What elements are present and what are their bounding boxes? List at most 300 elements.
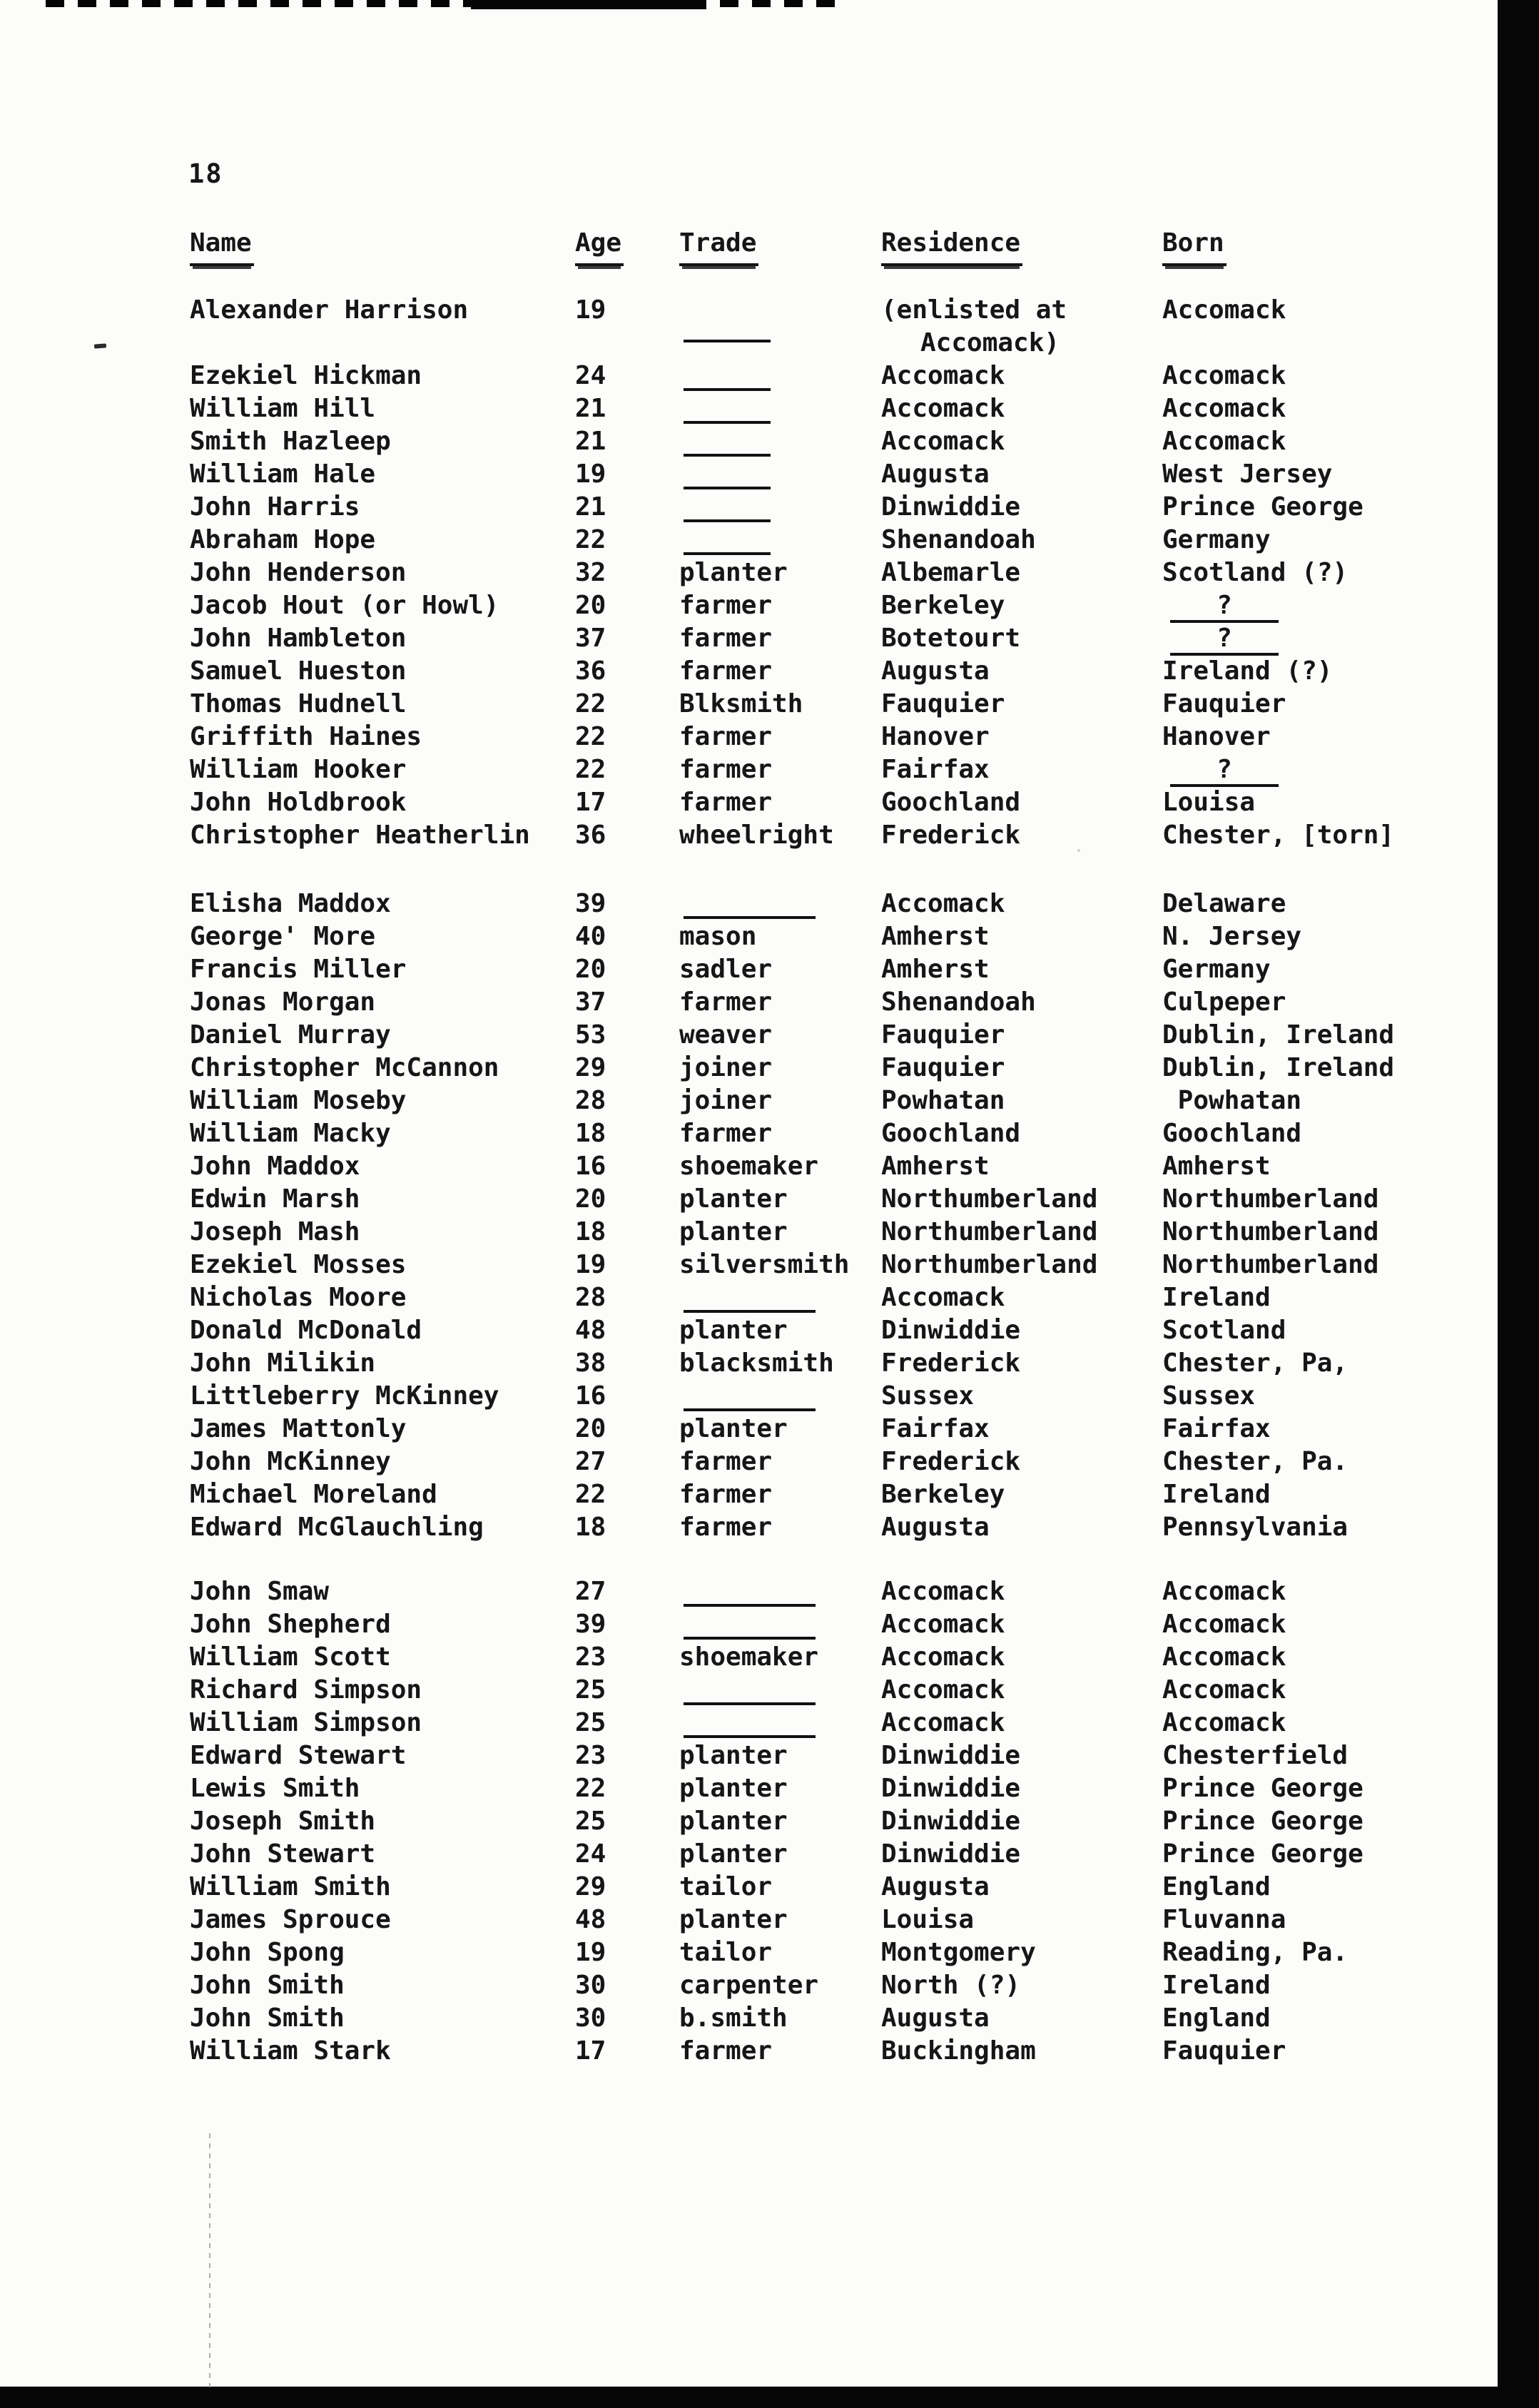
table-row bbox=[190, 753, 1388, 786]
table-row bbox=[190, 1347, 1388, 1380]
row-age: 16 bbox=[575, 1152, 606, 1181]
row-born: Louisa bbox=[1162, 788, 1256, 817]
row-name: John Smith bbox=[190, 1971, 345, 2000]
table-row bbox=[190, 1936, 1388, 1969]
row-trade: planter bbox=[679, 1217, 788, 1246]
scan-artifact-margin-dash bbox=[94, 343, 106, 348]
row-residence: Powhatan bbox=[881, 1086, 1005, 1115]
row-trade: joiner bbox=[679, 1053, 773, 1082]
row-age: 48 bbox=[575, 1905, 606, 1934]
row-age: 28 bbox=[575, 1086, 606, 1115]
row-name: Jonas Morgan bbox=[190, 987, 376, 1017]
row-trade-blank-line bbox=[684, 1604, 816, 1607]
row-born: Accomack bbox=[1162, 394, 1286, 423]
row-residence: Louisa bbox=[881, 1905, 975, 1934]
table-row bbox=[190, 1641, 1388, 1674]
table-row bbox=[190, 721, 1388, 753]
row-age: 16 bbox=[575, 1381, 606, 1411]
table-body bbox=[190, 294, 1395, 2068]
column-header-age: Age bbox=[575, 227, 624, 266]
row-age: 30 bbox=[575, 1971, 606, 2000]
row-born-unknown: ? bbox=[1170, 589, 1279, 623]
row-name: Jacob Hout (or Howl) bbox=[190, 591, 499, 620]
table-row bbox=[190, 1575, 1388, 1608]
row-age: 38 bbox=[575, 1348, 606, 1378]
row-name: William Smith bbox=[190, 1872, 391, 1901]
row-age: 37 bbox=[575, 987, 606, 1017]
row-residence: Dinwiddie bbox=[881, 1741, 1021, 1770]
row-age: 19 bbox=[575, 1938, 606, 1967]
row-residence: Augusta bbox=[881, 656, 990, 686]
row-born-unknown: ? bbox=[1170, 622, 1279, 656]
table-row bbox=[190, 622, 1388, 655]
scan-artifact-top-bar bbox=[471, 0, 706, 9]
row-trade: farmer bbox=[679, 1480, 773, 1509]
row-born: Fauquier bbox=[1162, 689, 1286, 718]
row-residence: Augusta bbox=[881, 2003, 990, 2033]
row-born: Dublin, Ireland bbox=[1162, 1020, 1395, 1050]
table-row bbox=[190, 458, 1388, 491]
row-trade: planter bbox=[679, 1905, 788, 1934]
row-residence: Accomack bbox=[881, 1642, 1005, 1672]
row-name: Nicholas Moore bbox=[190, 1283, 407, 1312]
table-header-row bbox=[190, 227, 1388, 260]
row-trade: planter bbox=[679, 1414, 788, 1443]
row-trade: farmer bbox=[679, 987, 773, 1017]
row-trade: farmer bbox=[679, 755, 773, 784]
row-residence: Northumberland bbox=[881, 1250, 1098, 1279]
row-trade: farmer bbox=[679, 1513, 773, 1542]
row-residence: Augusta bbox=[881, 459, 990, 489]
row-trade: tailor bbox=[679, 1938, 773, 1967]
row-name: William Macky bbox=[190, 1119, 391, 1148]
row-name: Edward Stewart bbox=[190, 1741, 407, 1770]
row-trade: weaver bbox=[679, 1020, 773, 1050]
table-row bbox=[190, 1084, 1388, 1117]
column-header-trade: Trade bbox=[679, 227, 758, 266]
row-born: Ireland bbox=[1162, 1283, 1271, 1312]
row-trade: farmer bbox=[679, 624, 773, 653]
row-trade-blank-line bbox=[684, 1735, 816, 1738]
row-residence: Northumberland bbox=[881, 1217, 1098, 1246]
row-trade: farmer bbox=[679, 591, 773, 620]
row-born: England bbox=[1162, 2003, 1271, 2033]
row-age: 22 bbox=[575, 722, 606, 751]
table-row bbox=[190, 819, 1395, 852]
row-trade: tailor bbox=[679, 1872, 773, 1901]
table-row bbox=[190, 1380, 1388, 1413]
row-residence: Dinwiddie bbox=[881, 492, 1021, 522]
row-residence: Fauquier bbox=[881, 689, 1005, 718]
row-residence: Dinwiddie bbox=[881, 1807, 1021, 1836]
row-group-2 bbox=[190, 888, 1395, 1544]
row-age: 28 bbox=[575, 1283, 606, 1312]
row-residence: Fairfax bbox=[881, 755, 990, 784]
row-born: N. Jersey bbox=[1162, 922, 1302, 951]
row-group-1 bbox=[190, 294, 1395, 852]
row-age: 21 bbox=[575, 394, 606, 423]
row-trade: Blksmith bbox=[679, 689, 803, 718]
row-name: John Spong bbox=[190, 1938, 345, 1967]
row-born: Chester, Pa, bbox=[1162, 1348, 1348, 1378]
row-residence: Frederick bbox=[881, 1447, 1021, 1476]
row-residence: Amherst bbox=[881, 955, 990, 984]
row-name: John Holdbrook bbox=[190, 788, 407, 817]
row-trade: planter bbox=[679, 1839, 788, 1869]
row-born: Powhatan bbox=[1162, 1086, 1302, 1115]
scan-artifact-vertical-line bbox=[209, 2133, 210, 2387]
row-born: West Jersey bbox=[1162, 459, 1333, 489]
row-trade: planter bbox=[679, 1184, 788, 1214]
row-born: Fairfax bbox=[1162, 1414, 1271, 1443]
row-age: 29 bbox=[575, 1053, 606, 1082]
row-trade-blank-line bbox=[684, 1408, 816, 1411]
table-row bbox=[190, 1150, 1388, 1183]
row-trade: planter bbox=[679, 558, 788, 587]
table-row bbox=[190, 1805, 1388, 1838]
row-name: Samuel Hueston bbox=[190, 656, 407, 686]
row-trade-blank-line bbox=[684, 1310, 816, 1313]
row-born: Accomack bbox=[1162, 1675, 1286, 1705]
row-born: Reading, Pa. bbox=[1162, 1938, 1348, 1967]
row-age: 27 bbox=[575, 1447, 606, 1476]
row-age: 30 bbox=[575, 2003, 606, 2033]
row-born: Delaware bbox=[1162, 889, 1286, 918]
row-name: Griffith Haines bbox=[190, 722, 422, 751]
row-age: 21 bbox=[575, 492, 606, 522]
table-row bbox=[190, 953, 1388, 986]
row-trade: planter bbox=[679, 1774, 788, 1803]
row-residence: Shenandoah bbox=[881, 987, 1036, 1017]
row-name: John Maddox bbox=[190, 1152, 360, 1181]
row-born: Chester, [torn] bbox=[1162, 821, 1395, 850]
row-residence: Accomack bbox=[881, 1708, 1005, 1737]
row-name: Elisha Maddox bbox=[190, 889, 391, 918]
row-age: 32 bbox=[575, 558, 606, 587]
row-name: John Harris bbox=[190, 492, 360, 522]
row-age: 20 bbox=[575, 591, 606, 620]
table-row bbox=[190, 1117, 1388, 1150]
table-row bbox=[190, 1216, 1388, 1249]
row-name: Edward McGlauchling bbox=[190, 1513, 484, 1542]
row-residence: Buckingham bbox=[881, 2036, 1036, 2066]
row-name: Ezekiel Hickman bbox=[190, 361, 422, 390]
row-age: 19 bbox=[575, 295, 606, 325]
row-age: 48 bbox=[575, 1316, 606, 1345]
row-trade: b.smith bbox=[679, 2003, 788, 2033]
table-row bbox=[190, 1838, 1388, 1871]
row-name: William Scott bbox=[190, 1642, 391, 1672]
row-name: Michael Moreland bbox=[190, 1480, 437, 1509]
row-residence: Fauquier bbox=[881, 1020, 1005, 1050]
row-born: England bbox=[1162, 1872, 1271, 1901]
table-row bbox=[190, 888, 1388, 920]
row-born: Prince George bbox=[1162, 492, 1363, 522]
row-trade: shoemaker bbox=[679, 1152, 819, 1181]
row-trade: blacksmith bbox=[679, 1348, 834, 1378]
row-name: John Smaw bbox=[190, 1577, 330, 1606]
row-residence: Shenandoah bbox=[881, 525, 1036, 554]
row-name: Christopher Heatherlin bbox=[190, 821, 530, 850]
row-age: 18 bbox=[575, 1513, 606, 1542]
table-row bbox=[190, 1413, 1388, 1446]
row-residence: Dinwiddie bbox=[881, 1774, 1021, 1803]
row-born: Northumberland bbox=[1162, 1184, 1379, 1214]
row-born: Accomack bbox=[1162, 1708, 1286, 1737]
row-name: Edwin Marsh bbox=[190, 1184, 360, 1214]
row-name: Christopher McCannon bbox=[190, 1053, 499, 1082]
row-trade: silversmith bbox=[679, 1250, 850, 1279]
table-row bbox=[190, 1969, 1388, 2002]
scan-artifact-bottom-edge bbox=[0, 2387, 1539, 2408]
row-age: 53 bbox=[575, 1020, 606, 1050]
table-row bbox=[190, 491, 1388, 524]
row-born: Fauquier bbox=[1162, 2036, 1286, 2066]
row-age: 19 bbox=[575, 459, 606, 489]
row-trade-blank-line bbox=[684, 552, 771, 555]
row-born-unknown: ? bbox=[1170, 753, 1279, 787]
row-age: 22 bbox=[575, 1774, 606, 1803]
row-residence: Amherst bbox=[881, 922, 990, 951]
table-row bbox=[190, 1052, 1395, 1084]
row-name: John Henderson bbox=[190, 558, 407, 587]
row-name: Thomas Hudnell bbox=[190, 689, 407, 718]
row-born: Scotland bbox=[1162, 1316, 1286, 1345]
column-header-name: Name bbox=[190, 227, 254, 266]
row-born: Accomack bbox=[1162, 1642, 1286, 1672]
row-born: Accomack bbox=[1162, 361, 1286, 390]
row-born: Pennsylvania bbox=[1162, 1513, 1348, 1542]
row-born: Germany bbox=[1162, 955, 1271, 984]
table-row bbox=[190, 1608, 1388, 1641]
row-age: 39 bbox=[575, 889, 606, 918]
table-row bbox=[190, 524, 1388, 557]
row-age: 37 bbox=[575, 624, 606, 653]
table-row bbox=[190, 1314, 1388, 1347]
row-born: Fluvanna bbox=[1162, 1905, 1286, 1934]
muster-roll-table bbox=[190, 227, 1395, 2068]
row-name: Alexander Harrison bbox=[190, 295, 469, 325]
row-born: Scotland (?) bbox=[1162, 558, 1348, 587]
table-row bbox=[190, 2002, 1388, 2035]
row-residence: Hanover bbox=[881, 722, 990, 751]
row-residence: Goochland bbox=[881, 788, 1021, 817]
row-born: Accomack bbox=[1162, 295, 1286, 325]
row-trade: farmer bbox=[679, 788, 773, 817]
table-row bbox=[190, 1772, 1388, 1805]
table-row bbox=[190, 1707, 1388, 1739]
row-trade: joiner bbox=[679, 1086, 773, 1115]
row-age: 25 bbox=[575, 1675, 606, 1705]
row-age: 20 bbox=[575, 1414, 606, 1443]
row-residence: Berkeley bbox=[881, 591, 1005, 620]
table-row bbox=[190, 1904, 1388, 1936]
row-age: 27 bbox=[575, 1577, 606, 1606]
row-residence: Accomack bbox=[881, 1283, 1005, 1312]
row-born: Goochland bbox=[1162, 1119, 1302, 1148]
row-age: 29 bbox=[575, 1872, 606, 1901]
row-born: Prince George bbox=[1162, 1839, 1363, 1869]
row-residence: Augusta bbox=[881, 1872, 990, 1901]
row-trade-blank-line bbox=[684, 388, 771, 391]
table-row bbox=[190, 557, 1388, 589]
table-row bbox=[190, 294, 1388, 360]
row-trade: farmer bbox=[679, 656, 773, 686]
row-residence: Dinwiddie bbox=[881, 1839, 1021, 1869]
row-age: 25 bbox=[575, 1807, 606, 1836]
row-trade-blank-line bbox=[684, 519, 771, 522]
row-age: 22 bbox=[575, 1480, 606, 1509]
row-age: 24 bbox=[575, 361, 606, 390]
column-header-born: Born bbox=[1162, 227, 1226, 266]
row-name: John McKinney bbox=[190, 1447, 391, 1476]
row-born: Northumberland bbox=[1162, 1217, 1379, 1246]
row-age: 23 bbox=[575, 1642, 606, 1672]
row-residence: Sussex bbox=[881, 1381, 975, 1411]
table-row bbox=[190, 986, 1388, 1019]
table-row bbox=[190, 1511, 1388, 1544]
row-born: Accomack bbox=[1162, 1610, 1286, 1639]
table-row bbox=[190, 425, 1388, 458]
row-name: James Mattonly bbox=[190, 1414, 407, 1443]
row-name: John Smith bbox=[190, 2003, 345, 2033]
row-trade-blank-line bbox=[684, 916, 816, 919]
row-name: Francis Miller bbox=[190, 955, 407, 984]
row-residence: Frederick bbox=[881, 1348, 1021, 1378]
row-residence: Amherst bbox=[881, 1152, 990, 1181]
row-trade-blank-line bbox=[684, 487, 771, 489]
row-born: Accomack bbox=[1162, 427, 1286, 456]
column-header-residence: Residence bbox=[881, 227, 1022, 266]
row-residence: Frederick bbox=[881, 821, 1021, 850]
row-age: 36 bbox=[575, 821, 606, 850]
row-born: Northumberland bbox=[1162, 1250, 1379, 1279]
row-name: Ezekiel Mosses bbox=[190, 1250, 407, 1279]
table-row bbox=[190, 1739, 1388, 1772]
row-age: 21 bbox=[575, 427, 606, 456]
row-residence: Fauquier bbox=[881, 1053, 1005, 1082]
table-row bbox=[190, 2035, 1388, 2068]
row-born: Ireland (?) bbox=[1162, 656, 1333, 686]
row-residence: North (?) bbox=[881, 1971, 1021, 2000]
row-trade: planter bbox=[679, 1807, 788, 1836]
row-trade: farmer bbox=[679, 2036, 773, 2066]
row-name: John Milikin bbox=[190, 1348, 376, 1378]
row-name: John Shepherd bbox=[190, 1610, 391, 1639]
row-trade: shoemaker bbox=[679, 1642, 819, 1672]
row-trade-blank-line bbox=[684, 454, 771, 457]
table-row bbox=[190, 1249, 1388, 1281]
row-name: Joseph Mash bbox=[190, 1217, 360, 1246]
table-row bbox=[190, 1478, 1388, 1511]
row-residence: Botetourt bbox=[881, 624, 1021, 653]
row-age: 22 bbox=[575, 689, 606, 718]
row-born: Amherst bbox=[1162, 1152, 1271, 1181]
table-row bbox=[190, 920, 1388, 953]
table-row bbox=[190, 655, 1388, 688]
row-residence: Dinwiddie bbox=[881, 1316, 1021, 1345]
row-age: 39 bbox=[575, 1610, 606, 1639]
row-born: Germany bbox=[1162, 525, 1271, 554]
row-name: William Hill bbox=[190, 394, 376, 423]
row-trade: wheelright bbox=[679, 821, 834, 850]
table-row bbox=[190, 1019, 1395, 1052]
row-residence: Northumberland bbox=[881, 1184, 1098, 1214]
row-residence: Accomack bbox=[881, 889, 1005, 918]
row-residence: Albemarle bbox=[881, 558, 1021, 587]
row-trade-blank-line bbox=[684, 421, 771, 424]
row-age: 36 bbox=[575, 656, 606, 686]
row-age: 25 bbox=[575, 1708, 606, 1737]
row-age: 20 bbox=[575, 1184, 606, 1214]
row-trade: mason bbox=[679, 922, 757, 951]
row-age: 40 bbox=[575, 922, 606, 951]
row-trade: farmer bbox=[679, 722, 773, 751]
row-born: Ireland bbox=[1162, 1480, 1271, 1509]
row-name: James Sprouce bbox=[190, 1905, 391, 1934]
table-row bbox=[190, 1674, 1388, 1707]
table-row bbox=[190, 1871, 1388, 1904]
scan-artifact-right-edge bbox=[1498, 0, 1539, 2408]
row-name: Abraham Hope bbox=[190, 525, 376, 554]
row-residence: Berkeley bbox=[881, 1480, 1005, 1509]
row-name: Joseph Smith bbox=[190, 1807, 376, 1836]
row-age: 23 bbox=[575, 1741, 606, 1770]
row-born: Accomack bbox=[1162, 1577, 1286, 1606]
row-name: William Stark bbox=[190, 2036, 391, 2066]
row-born: Sussex bbox=[1162, 1381, 1256, 1411]
row-residence-line2: Accomack) bbox=[920, 328, 1060, 357]
row-born: Dublin, Ireland bbox=[1162, 1053, 1395, 1082]
row-age: 18 bbox=[575, 1119, 606, 1148]
row-residence: Goochland bbox=[881, 1119, 1021, 1148]
table-row bbox=[190, 688, 1388, 721]
row-age: 20 bbox=[575, 955, 606, 984]
row-group-3 bbox=[190, 1575, 1388, 2068]
row-born: Culpeper bbox=[1162, 987, 1286, 1017]
row-name: John Hambleton bbox=[190, 624, 407, 653]
row-residence: Montgomery bbox=[881, 1938, 1036, 1967]
row-name: Daniel Murray bbox=[190, 1020, 391, 1050]
row-residence: Augusta bbox=[881, 1513, 990, 1542]
row-name: William Hooker bbox=[190, 755, 407, 784]
row-residence: Accomack bbox=[881, 394, 1005, 423]
row-residence: Fairfax bbox=[881, 1414, 990, 1443]
row-trade: carpenter bbox=[679, 1971, 819, 2000]
row-residence: Accomack bbox=[881, 1610, 1005, 1639]
row-age: 17 bbox=[575, 2036, 606, 2066]
row-residence: Accomack bbox=[881, 1675, 1005, 1705]
row-name: William Hale bbox=[190, 459, 376, 489]
table-row bbox=[190, 360, 1388, 392]
row-born: Chester, Pa. bbox=[1162, 1447, 1348, 1476]
row-trade-blank-line bbox=[684, 340, 771, 342]
row-name: Smith Hazleep bbox=[190, 427, 391, 456]
row-born: Hanover bbox=[1162, 722, 1271, 751]
table-row bbox=[190, 1183, 1388, 1216]
row-name: John Stewart bbox=[190, 1839, 376, 1869]
row-name: Lewis Smith bbox=[190, 1774, 360, 1803]
row-name: William Simpson bbox=[190, 1708, 422, 1737]
row-born: Ireland bbox=[1162, 1971, 1271, 2000]
row-residence: Accomack bbox=[881, 361, 1005, 390]
row-age: 19 bbox=[575, 1250, 606, 1279]
row-age: 18 bbox=[575, 1217, 606, 1246]
scan-artifact-top-dashes bbox=[46, 0, 841, 7]
table-row bbox=[190, 1281, 1388, 1314]
row-name: Donald McDonald bbox=[190, 1316, 422, 1345]
row-age: 24 bbox=[575, 1839, 606, 1869]
